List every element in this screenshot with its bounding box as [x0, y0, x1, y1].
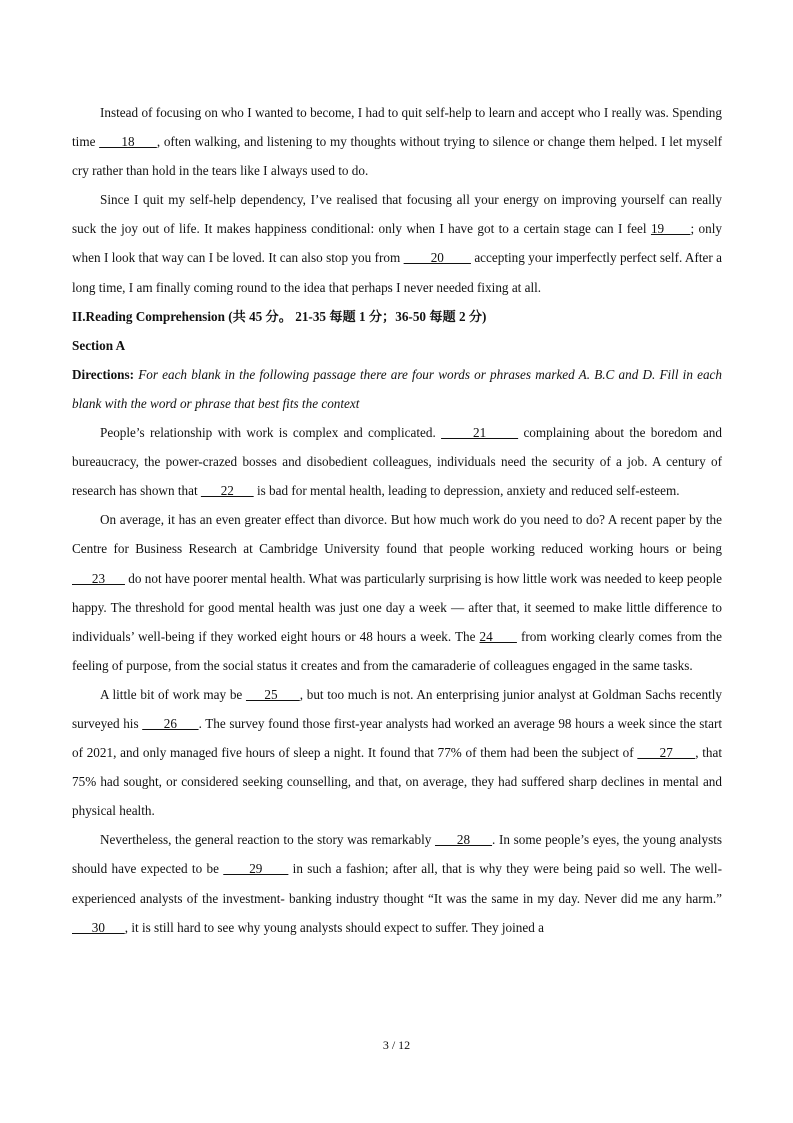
directions — [72, 360, 722, 418]
text: Since I quit my self-help dependency, I’ve realised that focusing all your energy on improving yourself can really suck the joy out of life. It makes happiness conditional: only when I have got to a certain stage can I feel — [72, 192, 722, 237]
text: from working clearly comes from the feeling of purpose, from the social status it creates and from the camaraderie of colleagues engaged in the same tasks. — [72, 628, 722, 673]
blank-24: 24 — [479, 628, 517, 644]
blank-25: 25 — [245, 686, 300, 702]
paragraph-6 — [72, 825, 722, 941]
section-ii-heading: II.Reading Comprehension (共 45 分。 21-35 每题 1 分；36-50 每题 2 分) — [72, 308, 487, 324]
text: accepting your imperfectly perfect self. After a long time, I am finally coming round to the idea that perhaps I never needed fixing at all. — [72, 250, 722, 295]
blank-21: 21 — [441, 425, 519, 441]
blank-26: 26 — [142, 715, 199, 731]
section-a-heading: Section A — [72, 337, 126, 353]
directions-label: Directions: — [72, 366, 139, 382]
blank-20: 20 — [403, 250, 471, 266]
blank-30: 30 — [72, 919, 125, 935]
text: A little bit of work may be — [100, 686, 246, 702]
blank-18: 18 — [99, 134, 157, 150]
paragraph-1 — [72, 98, 722, 185]
text: Instead of focusing on who I wanted to become, I had to quit self-help to learn and accept who I really was. Spending time — [72, 105, 722, 150]
paragraph-5 — [72, 680, 722, 825]
text: , that 75% had sought, or considered seeking counselling, and that, on average, they had suffered sharp declines in mental and physical health. — [72, 745, 722, 819]
text: People’s relationship with work is complex and complicated. — [100, 425, 442, 441]
text: ; only when I look that way can I be loved. It can also stop you from — [72, 221, 723, 266]
blank-28: 28 — [434, 832, 493, 848]
text: do not have poorer mental health. What was particularly surprising is how little work was needed to keep people happy. The threshold for good mental health was just one day a week — after that, it seemed to make little difference to individuals’ well-being if they worked eight hours or 48 hours a week. The — [72, 570, 722, 644]
paragraph-2 — [72, 185, 722, 301]
blank-23: 23 — [72, 570, 125, 586]
blank-22: 22 — [200, 483, 254, 499]
text: On average, it has an even greater effect than divorce. But how much work do you need to do? A recent paper by the Centre for Business Research at Cambridge University found that people working reduced working hours or being — [72, 512, 722, 557]
page-number: 3 / 12 — [382, 1038, 411, 1052]
paragraph-4 — [72, 505, 722, 680]
text: Nevertheless, the general reaction to the story was remarkably — [100, 832, 435, 848]
blank-19: 19 — [650, 221, 691, 237]
text: complaining about the boredom and bureaucracy, the power-crazed bosses and disobedient colleagues, individuals need the security of a job. A century of research has shown that — [72, 425, 722, 499]
text: , it is still hard to see why young analysts should expect to suffer. They joined a — [124, 919, 544, 935]
blank-27: 27 — [637, 745, 696, 761]
text: . In some people’s eyes, the young analysts should have expected to be — [72, 832, 722, 877]
text: , but too much is not. An enterprising junior analyst at Goldman Sachs recently surveyed his — [72, 686, 722, 731]
text: in such a fashion; after all, that is why they were being paid so well. The well-experienced analysts of the investment- banking industry thought “It was the same in my day. Never did me any harm.” — [72, 861, 722, 906]
document-page — [72, 98, 722, 942]
text: is bad for mental health, leading to depression, anxiety and reduced self-esteem. — [253, 483, 680, 499]
paragraph-3 — [72, 418, 722, 505]
text: , often walking, and listening to my thoughts without trying to silence or change them helped. I let myself cry rather than hold in the tears like I always used to do. — [72, 134, 723, 179]
blank-29: 29 — [223, 861, 289, 877]
directions-text: For each blank in the following passage there are four words or phrases marked A. B.C and D. Fill in each blank with the word or phrase that best fits the context — [72, 366, 722, 411]
text: . The survey found those first-year analysts had worked an average 98 hours a week since the start of 2021, and only managed five hours of sleep a night. It found that 77% of them had been the subject of — [72, 715, 723, 761]
